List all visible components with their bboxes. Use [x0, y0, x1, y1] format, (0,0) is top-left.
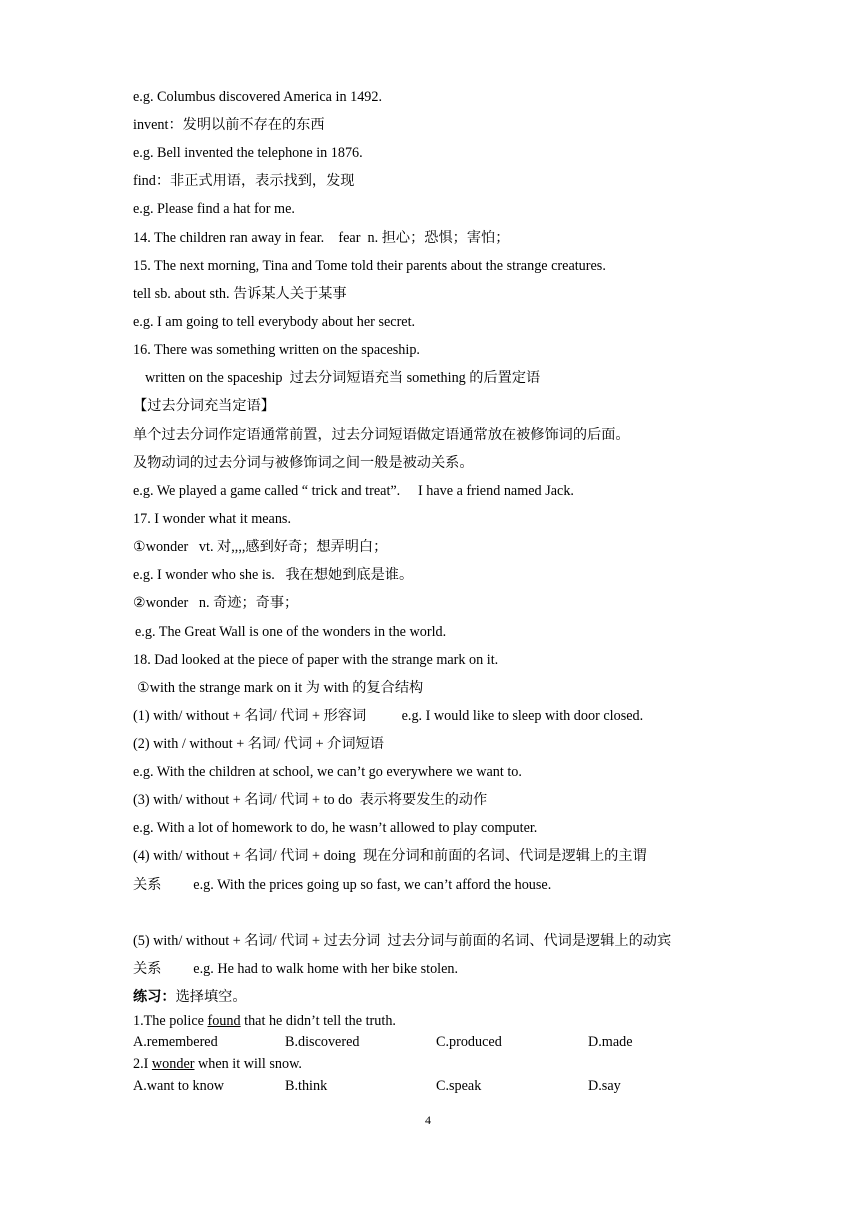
text-line: (5) with/ without + 名词/ 代词 + 过去分词 过去分词与前面的名词、代词是逻辑上的动宾	[133, 933, 672, 949]
option-a: A.remembered	[133, 1034, 218, 1050]
option-b: B.think	[285, 1078, 328, 1094]
text-line: e.g. With a lot of homework to do, he wasn’t allowed to play computer.	[133, 820, 538, 836]
option-d: D.made	[588, 1034, 633, 1050]
text-line: 14. The children ran away in fear. fear n. 担心；恐惧；害怕；	[133, 230, 510, 246]
option-d: D.say	[588, 1078, 621, 1094]
page-number: 4	[425, 1113, 431, 1127]
question-text: when it will snow.	[194, 1056, 302, 1072]
text-line: e.g. Bell invented the telephone in 1876.	[133, 145, 363, 161]
text-line: e.g. We played a game called “ trick and treat”. I have a friend named Jack.	[133, 483, 574, 499]
question-text: 1.The police	[133, 1013, 208, 1029]
text-line: ②wonder n. 奇迹；奇事；	[133, 595, 299, 611]
text-line: 关系 e.g. With the prices going up so fast, we can’t afford the house.	[133, 877, 552, 893]
text-line: e.g. The Great Wall is one of the wonders in the world.	[135, 624, 447, 640]
text-line: e.g. I wonder who she is. 我在想她到底是谁。	[133, 567, 414, 583]
text-line: find：非正式用语，表示找到，发现	[133, 173, 355, 189]
text-line: 及物动词的过去分词与被修饰词之间一般是被动关系。	[133, 455, 474, 471]
text-line: written on the spaceship 过去分词短语充当 something 的后置定语	[145, 370, 541, 386]
text-line: (2) with / without + 名词/ 代词 + 介词短语	[133, 736, 384, 752]
text-line: ①wonder vt. 对,,,,感到好奇；想弄明白；	[133, 539, 388, 555]
text-line: 17. I wonder what it means.	[133, 511, 291, 527]
text-line: e.g. Columbus discovered America in 1492.	[133, 89, 383, 105]
text-line: (3) with/ without + 名词/ 代词 + to do 表示将要发生的动作	[133, 792, 488, 808]
option-a: A.want to know	[133, 1078, 225, 1094]
section-heading: 【过去分词充当定语】	[133, 398, 275, 414]
option-c: C.produced	[436, 1034, 502, 1050]
text-line: 关系 e.g. He had to walk home with her bike stolen.	[133, 961, 459, 977]
text-line: e.g. Please find a hat for me.	[133, 201, 295, 217]
text-line: 15. The next morning, Tina and Tome told their parents about the strange creatures.	[133, 258, 606, 274]
question-text: that he didn’t tell the truth.	[240, 1013, 396, 1029]
text-line: (4) with/ without + 名词/ 代词 + doing 现在分词和前面的名词、代词是逻辑上的主谓	[133, 848, 647, 864]
question-keyword: found	[207, 1013, 241, 1029]
text-line: invent：发明以前不存在的东西	[133, 117, 325, 133]
option-b: B.discovered	[285, 1034, 360, 1050]
text-line: e.g. I am going to tell everybody about her secret.	[133, 314, 416, 330]
exercise-label: 练习：	[133, 989, 176, 1005]
text-line: tell sb. about sth. 告诉某人关于某事	[133, 286, 347, 302]
exercise-heading	[133, 987, 247, 1007]
text-line: 18. Dad looked at the piece of paper with the strange mark on it.	[133, 652, 499, 668]
option-c: C.speak	[436, 1078, 482, 1094]
question-text: 2.I	[133, 1056, 152, 1072]
text-line: (1) with/ without + 名词/ 代词 + 形容词 e.g. I would like to sleep with door closed.	[133, 708, 644, 724]
text-line: ①with the strange mark on it 为 with 的复合结构	[137, 680, 424, 696]
text-line: 16. There was something written on the spaceship.	[133, 342, 420, 358]
question-2	[133, 1054, 302, 1074]
text-line: 单个过去分词作定语通常前置，过去分词短语做定语通常放在被修饰词的后面。	[133, 427, 630, 443]
question-1	[133, 1011, 396, 1031]
text-line: e.g. With the children at school, we can’t go everywhere we want to.	[133, 764, 522, 780]
question-keyword: wonder	[151, 1056, 195, 1072]
exercise-instruction: 选择填空。	[175, 989, 247, 1005]
